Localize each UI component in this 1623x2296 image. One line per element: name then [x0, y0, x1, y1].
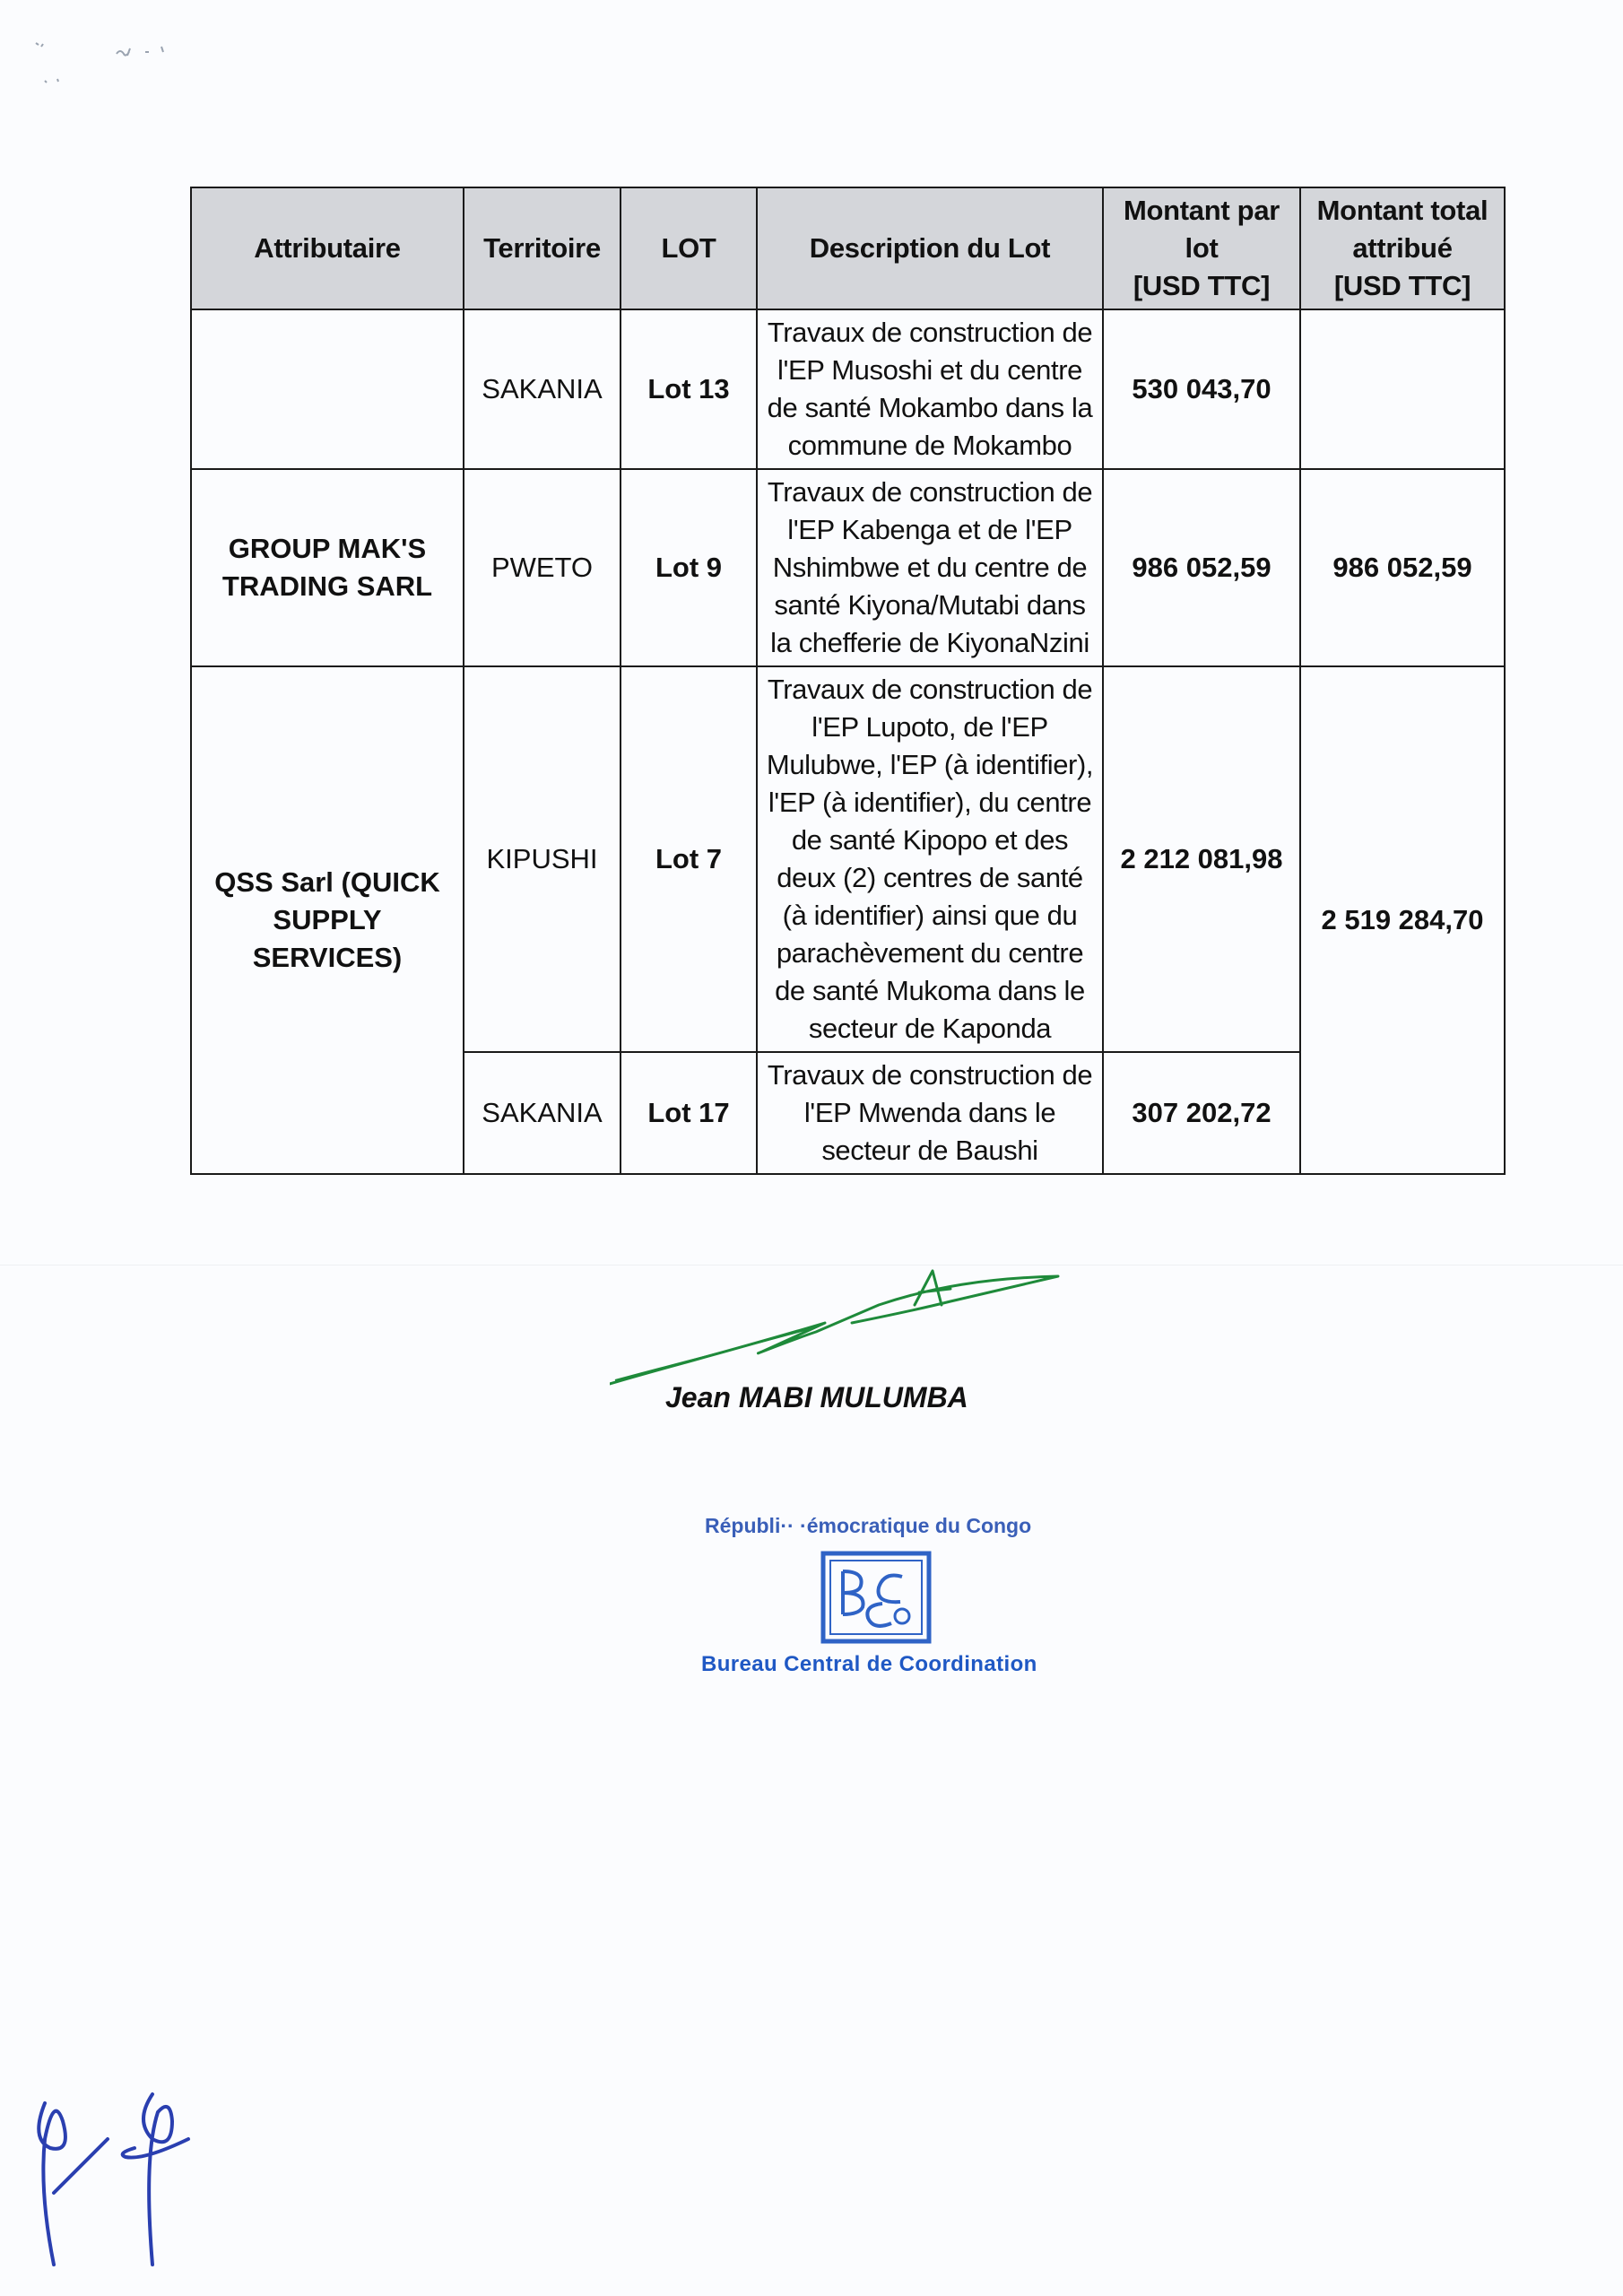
row-territoire: SAKANIA [464, 309, 621, 469]
table-row [191, 469, 1505, 666]
row-attributaire [191, 309, 464, 469]
bceco-logo-stamp [820, 1550, 933, 1645]
header-attributaire: Attributaire [191, 187, 464, 309]
header-montant-total-line3: [USD TTC] [1333, 270, 1471, 301]
award-table [190, 187, 1506, 1175]
header-lot: LOT [621, 187, 757, 309]
row-lot: Lot 7 [621, 666, 757, 1052]
header-montant-par-lot-line1: Montant par [1123, 195, 1280, 226]
row-montant-total: 2 519 284,70 [1300, 666, 1505, 1174]
table-header-row [191, 187, 1505, 309]
header-description: Description du Lot [757, 187, 1103, 309]
header-montant-par-lot [1103, 187, 1300, 309]
header-montant-total-line1: Montant total [1316, 195, 1488, 226]
handwritten-initials [18, 2085, 224, 2274]
row-montant-total: 986 052,59 [1300, 469, 1505, 666]
table-row [191, 666, 1505, 1052]
signatory-name: Jean MABI MULUMBA [665, 1381, 968, 1413]
row-montant-total [1300, 309, 1505, 469]
table-row [191, 309, 1505, 469]
row-lot: Lot 9 [621, 469, 757, 666]
handwritten-signature [610, 1269, 1076, 1395]
row-description: Travaux de construction de l'EP Lupoto, de l'EP Mulubwe, l'EP (à identifier), l'EP (à identifier), du centre de santé Kipopo et des deux (2) centres de santé (à identifier) ainsi que du parachèvement du centre de santé Mukoma dans le secteur de Kaponda [757, 666, 1103, 1052]
row-attributaire: QSS Sarl (QUICK SUPPLY SERVICES) [191, 666, 464, 1174]
header-montant-total-line2: attribué [1352, 232, 1453, 264]
header-montant-total [1300, 187, 1505, 309]
row-territoire: SAKANIA [464, 1052, 621, 1174]
header-montant-par-lot-line2: lot [1185, 232, 1219, 264]
row-attributaire: GROUP MAK'S TRADING SARL [191, 469, 464, 666]
row-lot: Lot 13 [621, 309, 757, 469]
row-montant-par-lot: 307 202,72 [1103, 1052, 1300, 1174]
row-lot: Lot 17 [621, 1052, 757, 1174]
header-montant-par-lot-line3: [USD TTC] [1133, 270, 1271, 301]
row-description: Travaux de construction de l'EP Kabenga et de l'EP Nshimbwe et du centre de santé Kiyona/Mutabi dans la chefferie de KiyonaNzini [757, 469, 1103, 666]
row-description: Travaux de construction de l'EP Musoshi et du centre de santé Mokambo dans la commune de Mokambo [757, 309, 1103, 469]
row-territoire: KIPUSHI [464, 666, 621, 1052]
header-territoire: Territoire [464, 187, 621, 309]
row-montant-par-lot: 2 212 081,98 [1103, 666, 1300, 1052]
stamp-country-text: Républi·· ·émocratique du Congo [705, 1514, 1032, 1537]
row-description: Travaux de construction de l'EP Mwenda dans le secteur de Baushi [757, 1052, 1103, 1174]
row-territoire: PWETO [464, 469, 621, 666]
row-montant-par-lot: 986 052,59 [1103, 469, 1300, 666]
row-montant-par-lot: 530 043,70 [1103, 309, 1300, 469]
stamp-bureau-text: Bureau Central de Coordination [701, 1652, 1037, 1676]
scan-specks [27, 36, 224, 90]
